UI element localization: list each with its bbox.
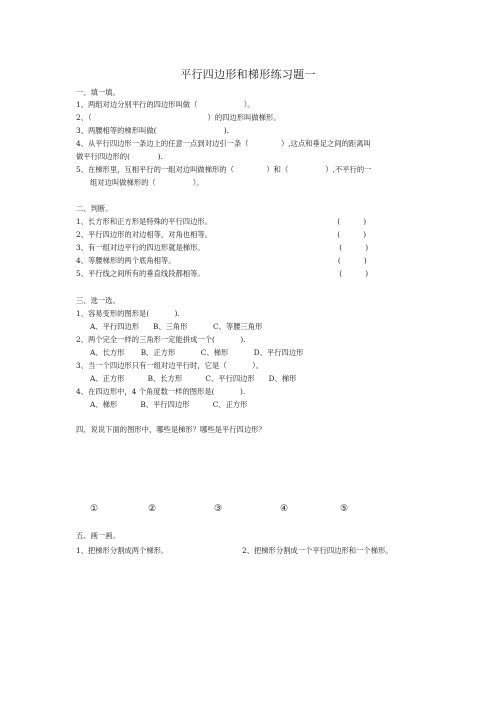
choice-question-1-options: A、平行四边形 B、三角形 C、等腰三角形 [90, 322, 263, 331]
shape-number-1: ① [90, 504, 99, 514]
draw-questions-row [76, 546, 456, 582]
judge-question-1: 1、长方形和正方形是特殊的平行四边形。 ( ) [76, 217, 367, 226]
fill-question-3: 3、两腰相等的梯形叫做( ). [76, 126, 229, 135]
choice-question-1: 1、容易变形的图形是( ). [76, 309, 180, 318]
draw-question-1: 1、把梯形分割成两个梯形。 [76, 546, 169, 555]
judge-question-3: 3、有一组对边平行的四边形就是梯形。 ( ) [76, 243, 369, 252]
choice-question-2: 2、两个完全一样的三角形一定能拼成一个( ). [76, 335, 246, 344]
shape-number-5: ⑤ [340, 504, 349, 514]
choice-question-4-options: A、梯形 B、平行四边形 C、正方形 [90, 400, 248, 409]
fill-question-1: 1、两组对边分别平行的四边形叫做（ ）。 [76, 100, 255, 109]
fill-question-4-line-2: 做平行四边形的( ). [76, 152, 163, 161]
shape-number-2: ② [148, 504, 157, 514]
draw-question-2: 2、把梯形分割成一个平行四边形和一个梯形。 [242, 546, 393, 555]
judge-question-2: 2、平行四边形的对边相等，对角也相等。 ( ) [76, 230, 367, 239]
section-2-heading: 二、判断。 [76, 204, 113, 213]
section-1-heading: 一、填一填。 [76, 88, 120, 97]
shape-number-4: ④ [280, 504, 289, 514]
shape-number-3: ③ [214, 504, 223, 514]
choice-question-2-options: A、长方形 B、正方形 C、梯形 D、平行四边形 [90, 348, 304, 357]
fill-question-5-line-2: 组对边叫做梯形的（ ）。 [90, 178, 204, 187]
fill-question-4-line-1: 4、从平行四边形一条边上的任意一点到对边引一条（ ）,这点和垂足之间的距离叫 [76, 139, 371, 148]
section-3-heading: 三、选一选。 [76, 296, 120, 305]
fill-question-5-line-1: 5、在梯形里，互相平行的一组对边叫做梯形的（ ）和（ ）,不平行的一 [76, 165, 372, 174]
choice-question-3-options: A、正方形 B、长方形 C、平行四边形 D、梯形 [90, 374, 297, 383]
fill-question-2: 2、（ ）的四边形叫做梯形。 [76, 113, 281, 122]
choice-question-4: 4、在四边形中，4 个角度数一样的图形是( ). [76, 387, 246, 396]
section-4-heading: 四、说说下面的图形中，哪些是梯形？哪些是平行四边形？ [76, 425, 266, 434]
page-title: 平行四边形和梯形练习题一 [180, 68, 316, 81]
choice-question-3: 3、当一个四边形只有一组对边平行时，它是（ ）。 [76, 361, 264, 370]
judge-question-5: 5、平行线之间所有的垂直线段都相等。 ( ) [76, 269, 369, 278]
section-5-heading: 五、画一画。 [76, 531, 120, 540]
shape-number-row [84, 504, 384, 516]
judge-question-4: 4、等腰梯形的两个底角相等。 ( ) [76, 256, 367, 265]
